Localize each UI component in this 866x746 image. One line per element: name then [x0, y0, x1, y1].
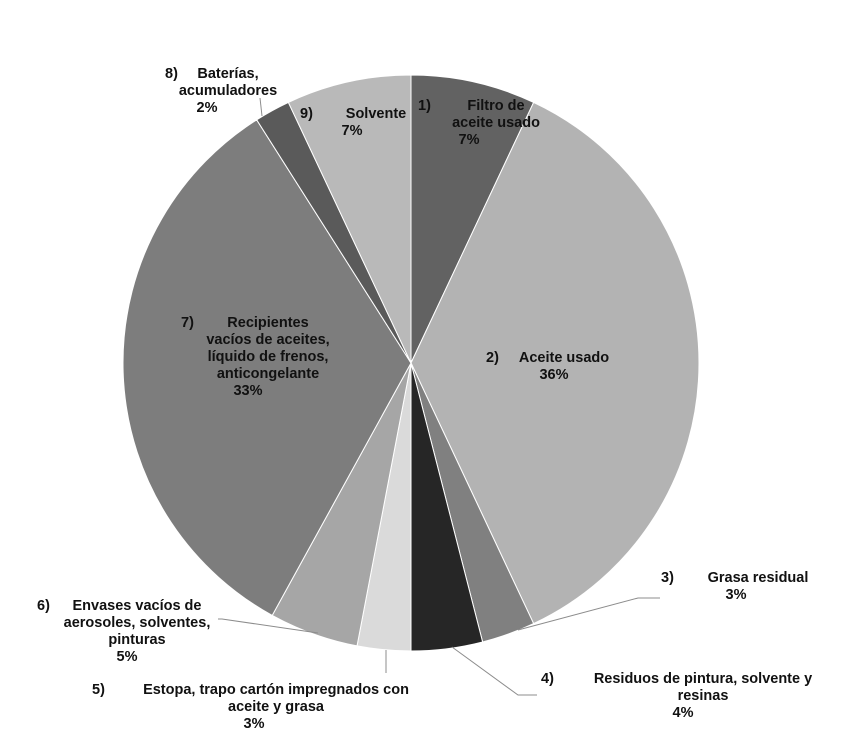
- slice-category-label-9-line-1: Solvente: [345, 106, 407, 122]
- slice-category-label-1-line-1: Filtro de: [467, 98, 525, 114]
- slice-percent-label-1: 7%: [458, 132, 480, 148]
- slice-category-label-6-line-2: aerosoles, solventes,: [63, 615, 211, 631]
- slice-percent-label-4: 4%: [672, 705, 694, 721]
- slice-category-label-6-line-1: Envases vacíos de: [72, 598, 202, 614]
- slice-number-label-9: 9): [300, 106, 313, 122]
- slice-category-label-5-line-1: Estopa, trapo cartón impregnados con: [143, 682, 409, 698]
- leader-line-8: [260, 98, 262, 116]
- slice-percent-label-8: 2%: [196, 100, 218, 116]
- slice-percent-label-3: 3%: [725, 587, 747, 603]
- slice-category-label-2-line-1: Aceite usado: [518, 350, 610, 366]
- slice-percent-label-6: 5%: [116, 649, 138, 665]
- slice-category-label-1-line-2: aceite usado: [452, 115, 540, 131]
- slice-number-label-7: 7): [181, 315, 194, 331]
- slice-number-label-6: 6): [37, 598, 50, 614]
- slice-number-label-5: 5): [92, 682, 105, 698]
- slice-category-label-5-line-2: aceite y grasa: [228, 699, 324, 715]
- slice-category-label-4-line-1: Residuos de pintura, solvente y: [593, 671, 813, 687]
- slice-category-label-6-line-3: pinturas: [108, 632, 166, 648]
- slice-percent-label-9: 7%: [341, 123, 363, 139]
- slice-percent-label-2: 36%: [539, 367, 569, 383]
- slice-percent-label-7: 33%: [233, 383, 263, 399]
- slice-number-label-4: 4): [541, 671, 554, 687]
- slice-number-label-3: 3): [661, 570, 674, 586]
- slice-number-label-2: 2): [486, 350, 499, 366]
- slice-category-label-3-line-1: Grasa residual: [707, 570, 809, 586]
- slice-category-label-7-line-3: líquido de frenos,: [207, 349, 329, 365]
- slice-category-label-7-line-2: vacíos de aceites,: [206, 332, 330, 348]
- leader-line-4: [452, 647, 537, 695]
- slice-percent-label-5: 3%: [243, 716, 265, 732]
- slice-category-label-8-line-1: Baterías,: [197, 66, 259, 82]
- slice-category-label-7-line-4: anticongelante: [216, 366, 320, 382]
- slice-category-label-4-line-2: resinas: [677, 688, 729, 704]
- slice-category-label-8-line-2: acumuladores: [178, 83, 278, 99]
- slice-number-label-1: 1): [418, 98, 431, 114]
- slice-category-label-7-line-1: Recipientes: [227, 315, 309, 331]
- slice-number-label-8: 8): [165, 66, 178, 82]
